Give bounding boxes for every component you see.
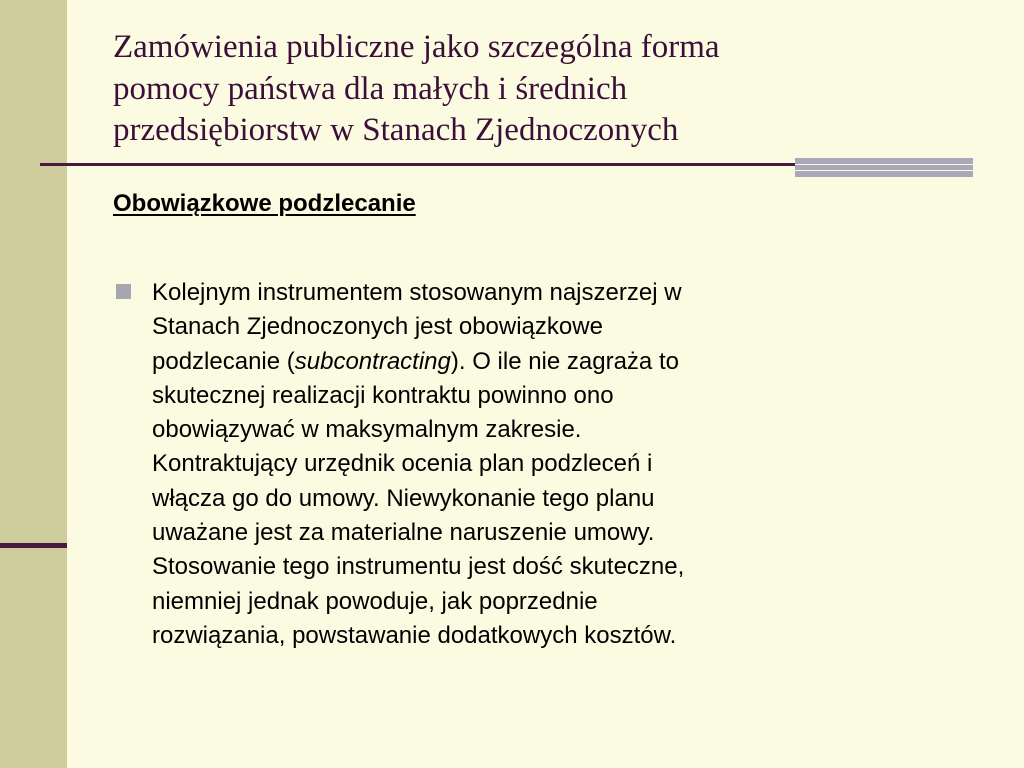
bullet-line: Stosowanie tego instrumentu jest dość skuteczne, — [152, 553, 685, 581]
title-underline-rule — [40, 163, 795, 166]
title-line-2: pomocy państwa dla małych i średnich — [113, 70, 628, 107]
bullet-text-segment: ). O ile nie zagraża to — [450, 347, 679, 375]
bullet-line — [152, 345, 917, 379]
title-line-3: przedsiębiorstw w Stanach Zjednoczonych — [113, 112, 679, 148]
decorative-gray-bar — [795, 158, 973, 177]
bullet-line: uważane jest za materialne naruszenie umowy. — [152, 519, 655, 547]
bullet-line: włącza go do umowy. Niewykonanie tego planu — [152, 484, 655, 512]
bullet-line: skutecznej realizacji kontraktu powinno ono — [152, 381, 614, 409]
slide-title — [113, 27, 873, 152]
bullet-line: obowiązywać w maksymalnym zakresie. — [152, 416, 582, 444]
section-heading: Obowiązkowe podzlecanie — [113, 190, 416, 217]
left-decorative-band — [0, 0, 67, 768]
bullet-square-icon — [116, 284, 131, 299]
bullet-line: Stanach Zjednoczonych jest obowiązkowe — [152, 313, 603, 341]
bullet-text-segment: podzlecanie ( — [152, 347, 295, 375]
bullet-line: Kolejnym instrumentem stosowanym najszerzej w — [152, 279, 682, 306]
bullet-line: rozwiązania, powstawanie dodatkowych kosztów. — [152, 621, 677, 649]
bullet-paragraph — [152, 276, 917, 653]
bullet-line: niemniej jednak powoduje, jak poprzednie — [152, 587, 598, 615]
italic-term: subcontracting — [294, 347, 451, 375]
bullet-line: Kontraktujący urzędnik ocenia plan podzleceń i — [152, 450, 653, 478]
left-accent-line — [0, 543, 67, 548]
title-line-1: Zamówienia publiczne jako szczególna forma — [113, 29, 720, 65]
